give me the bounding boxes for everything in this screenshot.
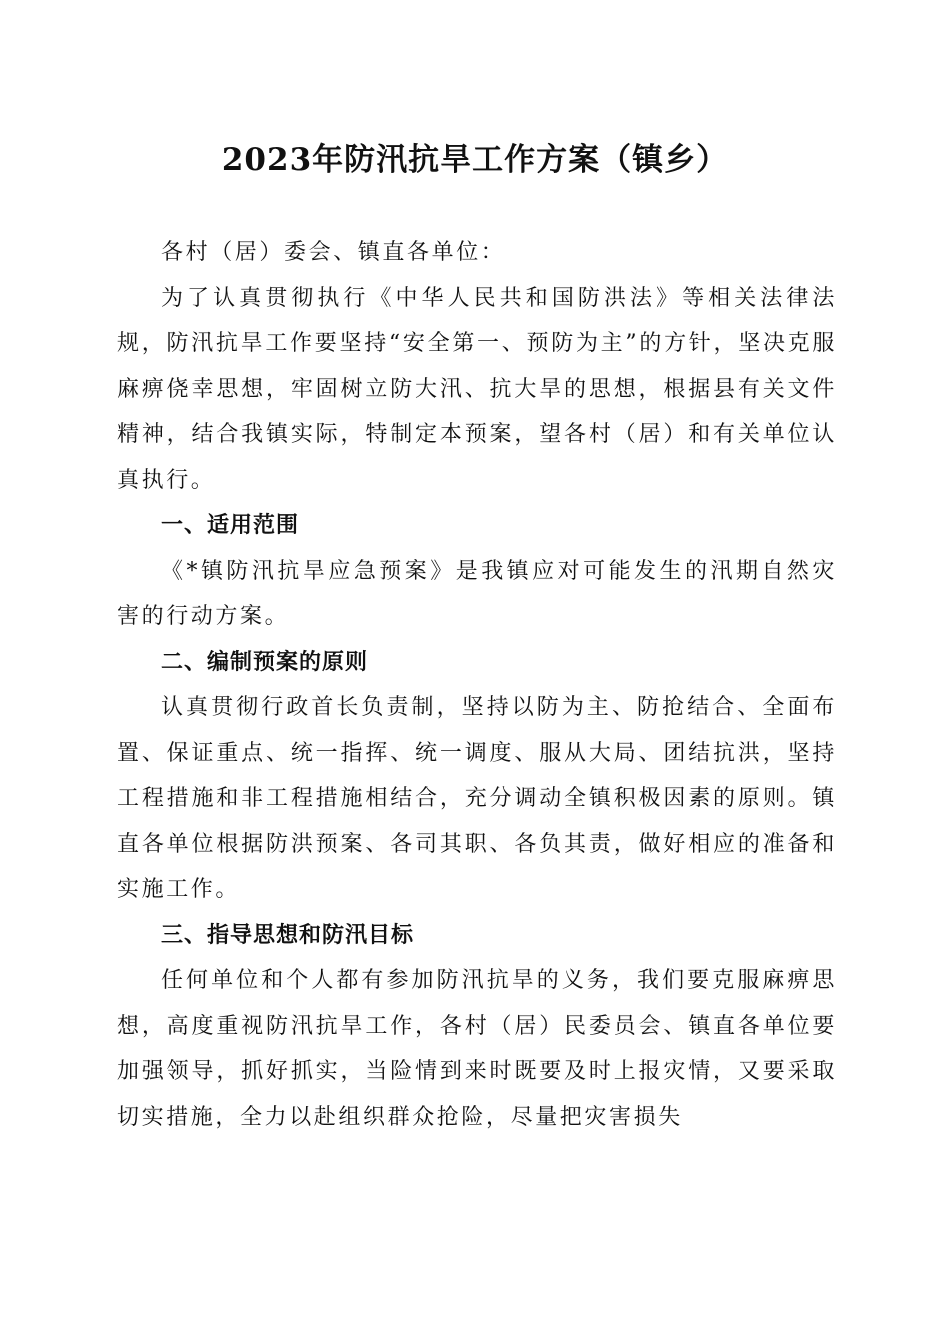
section-heading-scope: 一、适用范围 [161, 513, 300, 538]
section-heading-guiding-thought: 三、指导思想和防汛目标 [161, 922, 415, 948]
document-body [117, 230, 837, 1140]
salutation: 各村（居）委会、镇直各单位： [161, 240, 506, 265]
document-title: 2023年防汛抗旱工作方案（镇乡） [221, 142, 729, 178]
intro-paragraph: 为了认真贯彻执行《中华人民共和国防洪法》等相关法律法规，防汛抗旱工作要坚持“安全第一、预防为主”的方针，坚决克服麻痹侥幸思想，牢固树立防大汛、抗大旱的思想，根据县有关文件精神，结合我镇实际，特制定本预案，望各村（居）和有关单位认真执行。 [117, 285, 837, 493]
section-heading-principles: 二、编制预案的原则 [161, 649, 369, 675]
section-text-guiding-thought: 任何单位和个人都有参加防汛抗旱的义务，我们要克服麻痹思想，高度重视防汛抗旱工作，各村（居）民委员会、镇直各单位要加强领导，抓好抓实，当险情到来时既要及时上报灾情，又要采取切实措施，全力以赴组织群众抢险，尽量把灾害损失 [117, 968, 837, 1130]
section-text-scope: 《*镇防汛抗旱应急预案》是我镇应对可能发生的汛期自然灾害的行动方案。 [117, 558, 837, 629]
section-text-principles: 认真贯彻行政首长负责制，坚持以防为主、防抢结合、全面布置、保证重点、统一指挥、统一调度、服从大局、团结抗洪，坚持工程措施和非工程措施相结合，充分调动全镇积极因素的原则。镇直各单位根据防洪预案、各司其职、各负其责，做好相应的准备和实施工作。 [117, 695, 837, 902]
